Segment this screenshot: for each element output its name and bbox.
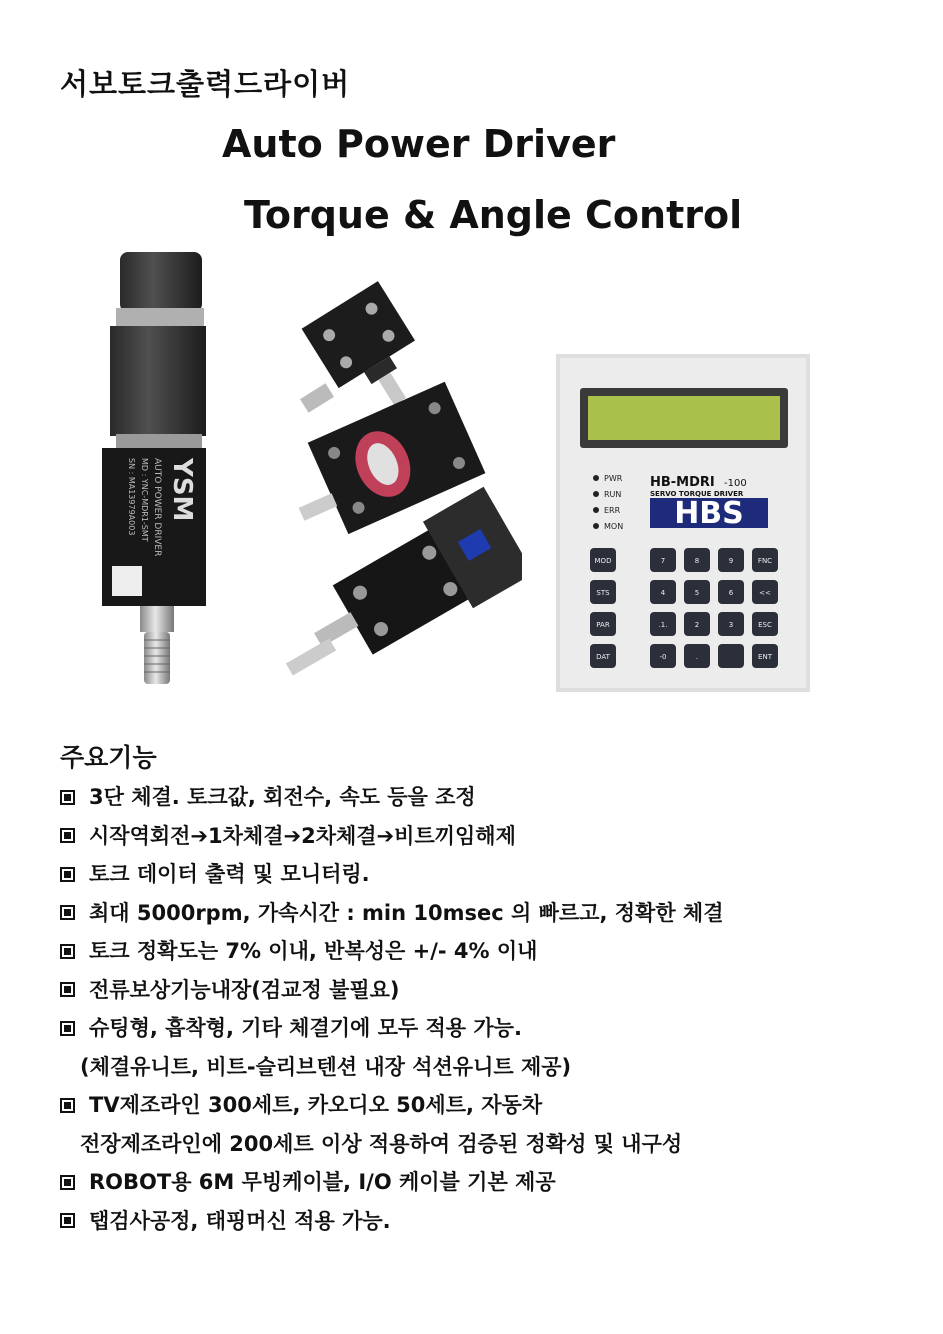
square-bullet-icon [60, 1098, 75, 1113]
motor-serial: SN : MA13979A003 [127, 458, 136, 536]
svg-text:6: 6 [728, 589, 734, 597]
features-title: 주요기능 [60, 743, 157, 772]
panel-keypad-key [650, 644, 676, 668]
svg-text:ENT: ENT [758, 653, 772, 661]
korean-title: 서보토크출력드라이버 [60, 67, 351, 101]
svg-text:7: 7 [660, 557, 666, 565]
title-line-1: Auto Power Driver [222, 122, 616, 166]
svg-text:9: 9 [728, 557, 734, 565]
features-list [60, 778, 920, 1240]
feature-item [60, 894, 920, 933]
feature-item [60, 1086, 920, 1125]
servo-driver-panel-photo [556, 354, 810, 692]
feature-text: ROBOT용 6M 무빙케이블, I/O 케이블 기본 제공 [89, 1170, 556, 1194]
feature-item [60, 1125, 920, 1164]
panel-keypad-key [684, 580, 710, 604]
svg-text:5: 5 [694, 589, 700, 597]
square-bullet-icon [60, 982, 75, 997]
square-bullet-icon [60, 1021, 75, 1036]
square-bullet-icon [60, 944, 75, 959]
panel-keypad-key [752, 644, 778, 668]
panel-keypad-key [718, 644, 744, 668]
feature-text: 토크 데이터 출력 및 모니터링. [89, 862, 370, 886]
motor-brand: YSM [167, 458, 197, 522]
fastening-units-photo [282, 280, 522, 690]
feature-text: 탭검사공정, 태핑머신 적용 가능. [89, 1208, 391, 1233]
panel-side-key [590, 612, 616, 636]
svg-text:MOD: MOD [594, 557, 612, 565]
feature-item [60, 1163, 920, 1202]
led-err: ERR [604, 506, 621, 515]
panel-keypad-key [718, 612, 744, 636]
svg-text:DAT: DAT [596, 653, 610, 661]
panel-side-key [590, 644, 616, 668]
feature-text: 3단 체결. 토크값, 회전수, 속도 등을 조정 [89, 785, 476, 809]
feature-text: 전류보상기능내장(검교정 불필요) [89, 977, 400, 1002]
panel-side-key [590, 548, 616, 572]
feature-text: TV제조라인 300세트, 카오디오 50세트, 자동차 [89, 1093, 543, 1117]
panel-side-key [590, 580, 616, 604]
panel-keypad-key [684, 612, 710, 636]
panel-keypad-key [718, 580, 744, 604]
panel-drawing [556, 354, 810, 692]
svg-text:.1.: .1. [658, 621, 668, 629]
square-bullet-icon [60, 867, 75, 882]
square-bullet-icon [60, 790, 75, 805]
title-line-2: Torque & Angle Control [244, 193, 743, 237]
panel-keypad-key [650, 612, 676, 636]
panel-keypad-key [752, 612, 778, 636]
panel-keypad-key [752, 548, 778, 572]
motor-model-text: AUTO POWER DRIVER [152, 458, 162, 557]
panel-model: HB-MDRI [650, 475, 715, 490]
svg-text:<<: << [759, 589, 771, 597]
servo-motor-photo [98, 248, 218, 694]
square-bullet-icon [60, 1213, 75, 1228]
panel-subtitle: SERVO TORQUE DRIVER [650, 490, 744, 498]
svg-text:8: 8 [694, 557, 700, 565]
square-bullet-icon [60, 905, 75, 920]
feature-item [60, 932, 920, 971]
feature-item [60, 971, 920, 1010]
svg-text:.: . [695, 653, 699, 661]
feature-text: 시작역회전➔1차체결➔2차체결➔비트끼임해제 [89, 823, 516, 848]
panel-keypad-key [650, 580, 676, 604]
motor-model-no: MD : YNC-MDR1-SMT [140, 458, 149, 542]
panel-keypad-key [752, 580, 778, 604]
feature-item [60, 778, 920, 817]
feature-text: 토크 정확도는 7% 이내, 반복성은 +/- 4% 이내 [89, 939, 538, 963]
panel-keypad-key [684, 644, 710, 668]
feature-item [60, 1048, 920, 1087]
square-bullet-icon [60, 828, 75, 843]
panel-keypad-key [684, 548, 710, 572]
panel-keypad-key [650, 548, 676, 572]
feature-text: 전장제조라인에 200세트 이상 적용하여 검증된 정확성 및 내구성 [80, 1131, 683, 1156]
feature-item [60, 817, 920, 856]
svg-text:4: 4 [660, 589, 666, 597]
svg-text:2: 2 [694, 621, 700, 629]
feature-item [60, 1202, 920, 1241]
svg-text:FNC: FNC [757, 557, 773, 565]
panel-model-suffix: -100 [724, 478, 747, 489]
feature-text: 최대 5000rpm, 가속시간 : min 10msec 의 빠르고, 정확한 체결 [89, 900, 724, 925]
panel-keypad-key [718, 548, 744, 572]
led-run: RUN [604, 490, 622, 499]
svg-text:-0: -0 [659, 653, 667, 661]
square-bullet-icon [60, 1175, 75, 1190]
feature-item [60, 855, 920, 894]
led-pwr: PWR [604, 474, 623, 483]
panel-brand: HBS [674, 496, 744, 531]
feature-item [60, 1009, 920, 1048]
led-mon: MON [604, 522, 624, 531]
feature-text: (체결유니트, 비트-슬리브텐션 내장 석션유니트 제공) [80, 1054, 572, 1079]
svg-text:PAR: PAR [596, 621, 610, 629]
feature-text: 슈팅형, 흡착형, 기타 체결기에 모두 적용 가능. [89, 1016, 522, 1040]
svg-text:ESC: ESC [758, 621, 772, 629]
svg-text:STS: STS [596, 589, 610, 597]
svg-text:3: 3 [728, 621, 734, 629]
